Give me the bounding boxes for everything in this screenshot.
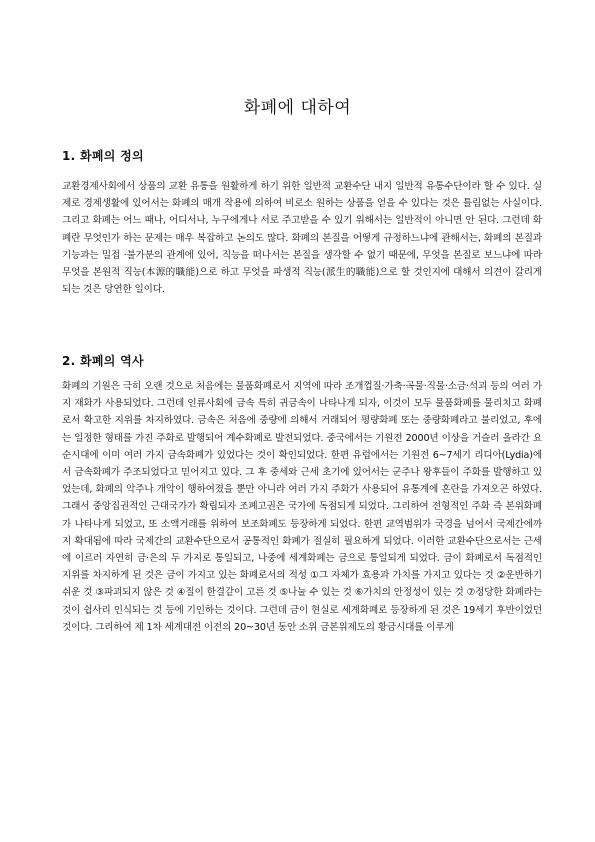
- section-body-definition: 교환경제사회에서 상품의 교환 유통을 원활하게 하기 위한 일반적 교환수단 내지 일반적 유통수단이라 할 수 있다. 실제로 경제생활에 있어서는 화폐의 매개 작용에 의하여 비로소 원하는 상품을 얻을 수 있다는 것은 틀림없는 사실이다. 그리고 화폐는 어느 때나, 어디서나, 누구에게나 서로 주고받을 수 있기 위해서는 일반적이 아니면 안 된다. 그런데 화폐란 무엇인가 하는 문제는 매우 복잡하고 논의도 많다. 화폐의 본질을 어떻게 규정하느냐에 관해서는, 화폐의 본질과 기능과는 밀접 ·불가분의 관계에 있어, 직능을 떠나서는 본질을 생각할 수 없기 때문에, 무엇을 본질로 보느냐에 따라 무엇을 본원적 직능(本源的職能)으로 하고 무엇을 파생적 직능(派生的職能)으로 할 것인지에 대해서 의견이 갈리게 되는 것은 당연한 일이다.: [62, 181, 542, 296]
- section-heading-definition: 1. 화폐의 정의: [62, 149, 144, 163]
- section-heading-history: 2. 화폐의 역사: [62, 354, 144, 368]
- document-title: 화폐에 대하여: [243, 98, 352, 118]
- section-body-history: 화폐의 기원은 극히 오랜 것으로 처음에는 물품화폐로서 지역에 따라 조개껍질·가축·곡물·직물·소금·석괴 등의 여러 가지 재화가 사용되었다. 그런데 인류사회에 금속 특히 귀금속이 나타나게 되자, 이것이 모두 물품화폐를 물리치고 화폐로서 확고한 지위를 차지하였다. 금속은 처음에 중량에 의해서 거래되어 평량화폐 또는 중량화폐라고 불리었고, 후에는 일정한 형태를 가진 주화로 발행되어 계수화폐로 발전되었다. 중국에서는 기원전 2000년 이상을 거슬러 올라간 요순시대에 이미 여러 가지 금속화폐가 있었다는 것이 확인되었다. 한편 유럽에서는 기원전 6~7세기 리디아(Lydia)에서 금속화폐가 주조되었다고 믿어지고 있다. 그 후 중세와 근세 초기에 있어서는 군주나 왕후들이 주화를 발행하고 있었는데, 화폐의 악주나 개악이 행하여졌을 뿐만 아니라 여러 가지 주화가 사용되어 유통계에 혼란을 가져오곤 하였다. 그래서 중앙집권적인 근대국가가 확립되자 조폐고권은 국가에 독점되게 되었다. 그리하여 전형적인 주화 즉 본위화폐가 나타나게 되었고, 또 소액거래를 위하여 보조화폐도 등장하게 되었다. 한편 교역범위가 국경을 넘어서 국제간에까지 확대됨에 따라 국제간의 교환수단으로서 공통적인 화폐가 절실히 필요하게 되었다. 이러한 교환수단으로서는 근세에 이르러 자연히 금·은의 두 가지로 통일되고, 나중에 세계화폐는 금으로 통일되게 되었다. 금이 화폐로서 독점적인 지위를 차지하게 된 것은 금이 가지고 있는 화폐로서의 적성 ①그 자체가 효용과 가치를 가지고 있다는 것 ②운반하기 쉬운 것 ③파괴되지 않은 것 ④질이 한결같이 고른 것 ⑤나눌 수 있는 것 ⑥가치의 안정성이 있는 것 ⑦정당한 화폐라는 것이 쉽사리 인식되는 것 등에 기인하는 것이다. 그런데 금이 현실로 세계화폐로 등장하게 된 것은 19세기 후반이었던 것이다. 그리하여 제 1차 세계대전 이전의 20~30년 동안 소위 금본위제도의 황금시대를 이루게: [62, 381, 542, 633]
